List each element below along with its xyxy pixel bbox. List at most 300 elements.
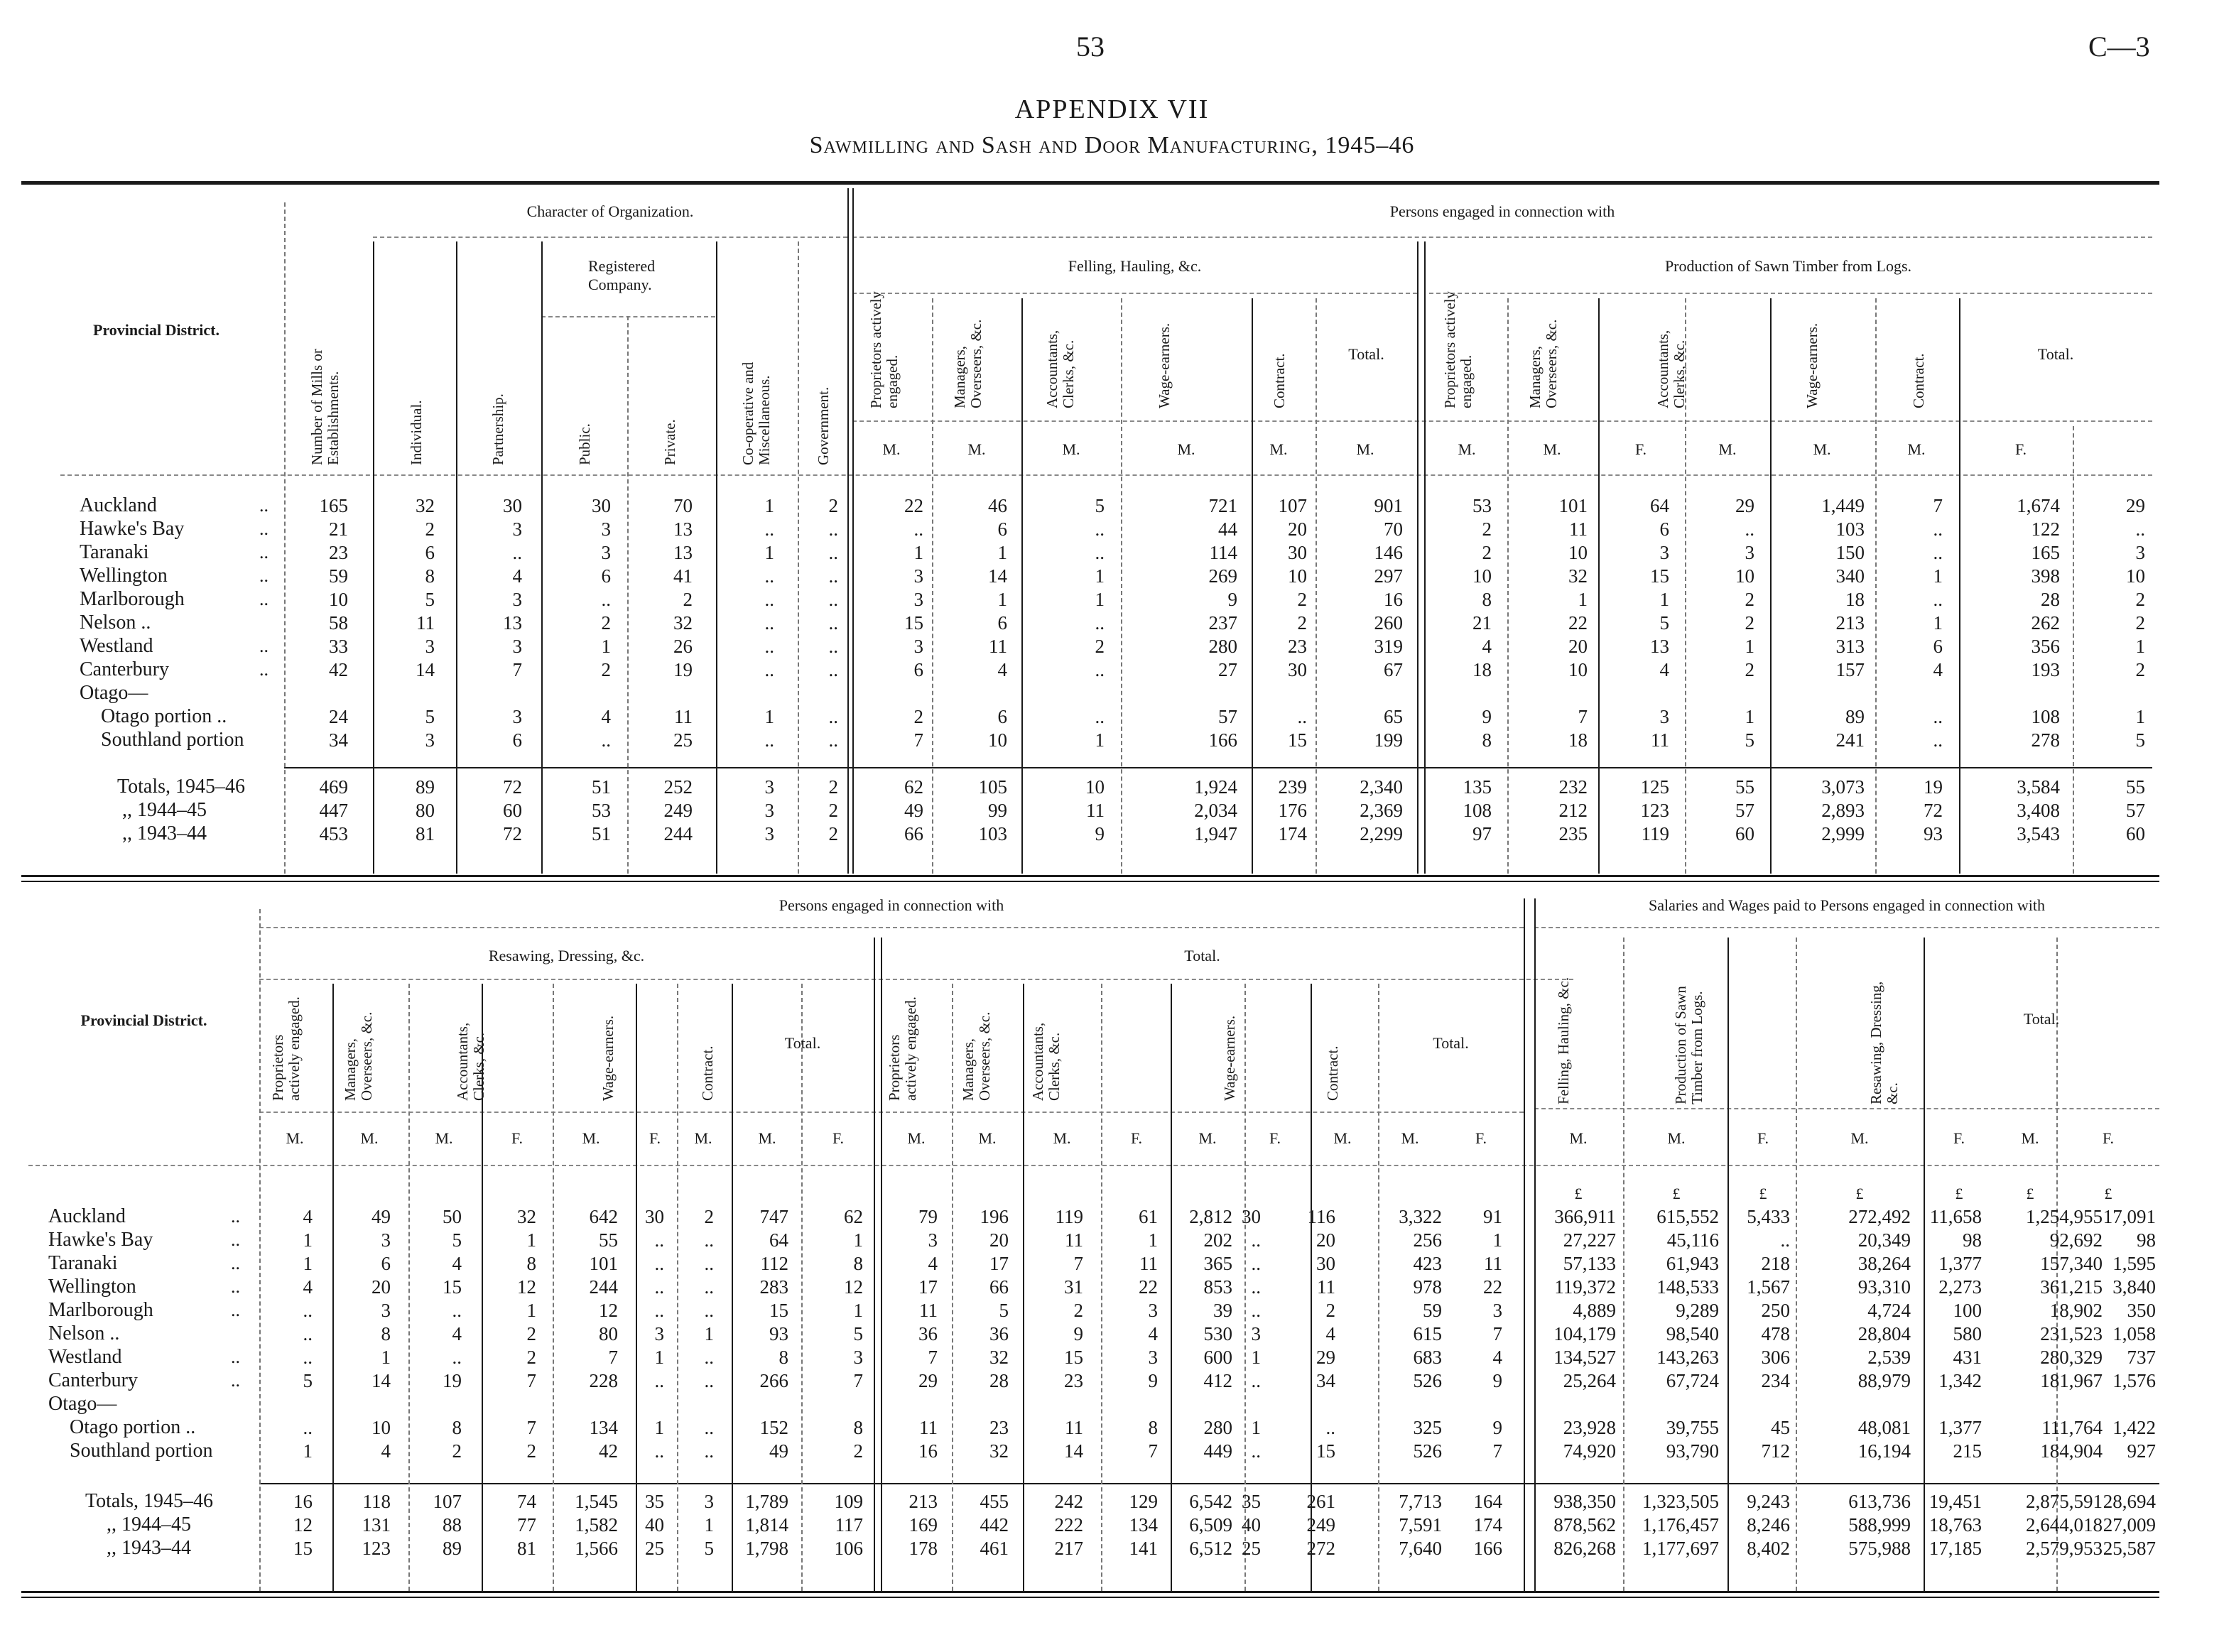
table-cell: 4 — [303, 1276, 313, 1298]
totals-cell: 19 — [1924, 776, 1943, 798]
table-cell: .. — [1251, 1370, 1261, 1391]
table-cell: 1 — [601, 636, 611, 657]
table-cell: 3 — [425, 729, 435, 751]
table-cell: 29 — [1735, 495, 1754, 516]
resawing-header: Resawing, Dressing, &c. — [488, 947, 645, 964]
totals-cell: 7,591 — [1399, 1514, 1442, 1536]
totals-cell: 134 — [1129, 1514, 1158, 1536]
table-cell: 13 — [673, 518, 693, 540]
totals-cell: 3,073 — [1821, 776, 1865, 798]
currency-symbol: £ — [1955, 1185, 1963, 1202]
table-cell: 41 — [673, 565, 693, 587]
table-cell: 30 — [503, 495, 522, 516]
leader-dots: .. — [231, 1206, 240, 1227]
table-cell: 5 — [1745, 729, 1754, 751]
table-cell: 8 — [1482, 589, 1492, 610]
table-cell: 134,527 — [1553, 1347, 1616, 1368]
table-cell: 297 — [1374, 565, 1403, 587]
table-cell: 8 — [853, 1417, 863, 1438]
table-cell: 280 — [1203, 1417, 1232, 1438]
table-cell: 4 — [452, 1323, 462, 1344]
table-cell: 10 — [329, 589, 348, 610]
sex-label: F. — [1131, 1129, 1142, 1147]
table-cell: 15 — [1288, 729, 1307, 751]
table-cell: 366,911 — [1554, 1206, 1616, 1227]
totals-cell: 6,542 — [1189, 1491, 1232, 1512]
table-cell: 15 — [904, 612, 923, 634]
totals-cell: 97 — [1472, 823, 1492, 844]
lower-col-header: Wage-earners. — [1221, 1015, 1238, 1101]
table-cell: 1 — [654, 1417, 664, 1438]
totals-cell: 174 — [1473, 1514, 1502, 1536]
table-cell: .. — [1095, 612, 1105, 634]
table-cell: 25,264 — [1563, 1370, 1616, 1391]
district-label: Canterbury — [48, 1369, 138, 1391]
table-cell: 27,227 — [1563, 1229, 1616, 1251]
totals-label: Totals, 1945–46 — [85, 1490, 214, 1512]
table-cell: 8 — [381, 1323, 391, 1344]
table-cell: 19 — [443, 1370, 462, 1391]
table-cell: 18 — [1568, 729, 1588, 751]
totals-cell: 3 — [764, 800, 774, 821]
table-cell: 17 — [918, 1276, 938, 1298]
table-cell: 11 — [1317, 1276, 1335, 1298]
table-cell: 3 — [512, 589, 522, 610]
table-cell: 104,179 — [1553, 1323, 1616, 1344]
table-cell: 3 — [913, 636, 923, 657]
table-cell: .. — [1095, 659, 1105, 680]
currency-symbol: £ — [1855, 1185, 1864, 1202]
table-cell: 11 — [674, 706, 693, 727]
table-cell: 50 — [443, 1206, 462, 1227]
table-cell: 58 — [329, 612, 348, 634]
upper-col-header: Proprietors actively engaged. — [1441, 290, 1475, 408]
totals-cell: 2,579,953 — [2026, 1538, 2103, 1559]
leader-dots: .. — [259, 495, 268, 516]
table-cell: 3 — [425, 636, 435, 657]
totals-cell: 88 — [443, 1514, 462, 1536]
totals-cell: 11 — [1086, 800, 1105, 821]
district-label: Auckland — [48, 1205, 126, 1227]
totals-cell: 53 — [592, 800, 611, 821]
table-cell: 13 — [1650, 636, 1669, 657]
totals-cell: 55 — [1735, 776, 1754, 798]
table-cell: 313 — [1835, 636, 1865, 657]
table-cell: 278 — [2031, 729, 2060, 751]
table-cell: 431 — [1953, 1347, 1982, 1368]
sex-label: M. — [360, 1129, 379, 1147]
table-cell: .. — [828, 542, 838, 563]
table-cell: 10 — [988, 729, 1007, 751]
production-header: Production of Sawn Timber from Logs. — [1664, 257, 1912, 275]
table-cell: 269 — [1208, 565, 1237, 587]
table-cell: 64 — [769, 1229, 788, 1251]
table-cell: 98 — [2137, 1229, 2156, 1251]
table-cell: 356 — [2031, 636, 2060, 657]
totals-cell: 2,893 — [1821, 800, 1865, 821]
table-cell: 29 — [1316, 1347, 1335, 1368]
table-cell: 11 — [1065, 1229, 1083, 1251]
table-cell: .. — [654, 1300, 664, 1321]
totals-cell: 77 — [517, 1514, 536, 1536]
table-cell: 1,377 — [1938, 1253, 1982, 1274]
table-cell: 2 — [1297, 589, 1307, 610]
table-cell: .. — [654, 1276, 664, 1298]
table-cell: .. — [654, 1440, 664, 1462]
table-cell: .. — [654, 1370, 664, 1391]
table-cell: .. — [828, 565, 838, 587]
table-cell: 2 — [526, 1323, 536, 1344]
table-cell: 30 — [645, 1206, 664, 1227]
table-cell: 6 — [997, 612, 1007, 634]
totals-cell: 93 — [1924, 823, 1943, 844]
table-cell: 23,928 — [1563, 1417, 1616, 1438]
table-cell: .. — [1251, 1276, 1261, 1298]
table-cell: 5 — [452, 1229, 462, 1251]
lower-col-header: Resawing, Dressing, &c. — [1867, 981, 1901, 1104]
table-cell: 3 — [1251, 1323, 1261, 1344]
table-cell: 202 — [1203, 1229, 1232, 1251]
upper-col-header: Partnership. — [489, 393, 506, 465]
table-cell: 44 — [1218, 518, 1237, 540]
totals-cell: 178 — [908, 1538, 938, 1559]
table-cell: 62 — [844, 1206, 863, 1227]
currency-symbol: £ — [1759, 1185, 1767, 1202]
table-cell: 1 — [526, 1300, 536, 1321]
totals-cell: 174 — [1278, 823, 1307, 844]
district-label: Westland — [48, 1346, 122, 1368]
table-cell: .. — [704, 1370, 714, 1391]
table-cell: 116 — [1307, 1206, 1335, 1227]
sex-label: M. — [286, 1129, 304, 1147]
totals-cell: 5 — [704, 1538, 714, 1559]
totals-cell: 2,369 — [1360, 800, 1403, 821]
table-cell: 4 — [1325, 1323, 1335, 1344]
table-cell: 1,422 — [2112, 1417, 2156, 1438]
table-cell: 1 — [1745, 636, 1754, 657]
table-cell: 244 — [589, 1276, 618, 1298]
district-label: Wellington — [48, 1276, 136, 1298]
totals-cell: 117 — [835, 1514, 863, 1536]
table-cell: 2 — [913, 706, 923, 727]
table-cell: 89 — [1845, 706, 1865, 727]
table-cell: 80 — [599, 1323, 618, 1344]
table-cell: 11 — [919, 1417, 938, 1438]
table-cell: .. — [764, 636, 774, 657]
totals-cell: 9 — [1095, 823, 1105, 844]
table-cell: 152 — [759, 1417, 788, 1438]
totals-cell: 80 — [416, 800, 435, 821]
leader-dots: .. — [259, 589, 268, 609]
totals-cell: 72 — [1924, 800, 1943, 821]
table-cell: .. — [828, 612, 838, 634]
totals-cell: 72 — [503, 823, 522, 844]
table-cell: 181,967 — [2040, 1370, 2103, 1391]
table-cell: .. — [704, 1417, 714, 1438]
lower-district-header: Provincial District. — [80, 1011, 207, 1029]
table-title: Sawmilling and Sash and Door Manufacturing, 1945–46 — [809, 132, 1415, 158]
table-cell: 70 — [1384, 518, 1403, 540]
table-cell: 15 — [1650, 565, 1669, 587]
table-cell: 45 — [1771, 1417, 1790, 1438]
table-cell: 5 — [303, 1370, 313, 1391]
table-cell: 32 — [1568, 565, 1588, 587]
table-cell: 2 — [601, 659, 611, 680]
leader-dots: .. — [231, 1347, 240, 1367]
table-cell: 1 — [1251, 1417, 1261, 1438]
table-cell: 134 — [589, 1417, 618, 1438]
table-cell: 59 — [1423, 1300, 1442, 1321]
totals-cell: 826,268 — [1553, 1538, 1616, 1559]
table-cell: 32 — [673, 612, 693, 634]
table-cell: 20 — [1288, 518, 1307, 540]
table-cell: 7 — [1578, 706, 1588, 727]
totals-cell: 1,323,505 — [1642, 1491, 1719, 1512]
totals-cell: 878,562 — [1553, 1514, 1616, 1536]
sex-label: M. — [882, 440, 901, 458]
table-cell: 101 — [1558, 495, 1588, 516]
totals-cell: 25,587 — [2103, 1538, 2156, 1559]
table-cell: 6 — [381, 1253, 391, 1274]
district-label: Canterbury — [80, 658, 169, 680]
district-label: Marlborough — [48, 1299, 153, 1321]
totals-cell: 51 — [592, 823, 611, 844]
table-cell: .. — [1095, 518, 1105, 540]
totals-cell: 18,763 — [1929, 1514, 1982, 1536]
table-cell: .. — [1933, 729, 1943, 751]
totals-cell: 575,988 — [1848, 1538, 1911, 1559]
table-cell: 283 — [759, 1276, 788, 1298]
table-cell: 2,273 — [1938, 1276, 1982, 1298]
totals-cell: 6,512 — [1189, 1538, 1232, 1559]
table-cell: 901 — [1374, 495, 1403, 516]
currency-symbol: £ — [2104, 1185, 2112, 1202]
table-cell: 45,116 — [1666, 1229, 1719, 1251]
sex-label: M. — [1401, 1129, 1419, 1147]
table-cell: 10 — [371, 1417, 391, 1438]
table-cell: 57 — [1218, 706, 1237, 727]
sex-label: M. — [582, 1129, 600, 1147]
table-cell: 11 — [919, 1300, 938, 1321]
table-cell: 166 — [1208, 729, 1237, 751]
totals-cell: 244 — [663, 823, 693, 844]
table-cell: .. — [828, 659, 838, 680]
table-cell: 107 — [1278, 495, 1307, 516]
table-cell: 55 — [599, 1229, 618, 1251]
totals-cell: 118 — [362, 1491, 391, 1512]
table-cell: 580 — [1953, 1323, 1982, 1344]
leader-dots: .. — [259, 518, 268, 539]
table-cell: 615,552 — [1656, 1206, 1719, 1227]
table-cell: 36 — [989, 1323, 1009, 1344]
table-cell: 1 — [1492, 1229, 1502, 1251]
table-cell: 32 — [416, 495, 435, 516]
table-cell: 23 — [1288, 636, 1307, 657]
table-cell: 93,310 — [1857, 1276, 1911, 1298]
table-cell: 215 — [1953, 1440, 1982, 1462]
table-cell: 1 — [1148, 1229, 1158, 1251]
totals-cell: 72 — [503, 776, 522, 798]
salaries-total-header: Total. — [2023, 1010, 2060, 1028]
table-cell: 6 — [512, 729, 522, 751]
sex-label: M. — [1569, 1129, 1588, 1147]
table-cell: 6 — [1933, 636, 1943, 657]
table-cell: 4 — [997, 659, 1007, 680]
table-cell: 478 — [1761, 1323, 1790, 1344]
table-cell: 13 — [673, 542, 693, 563]
table-cell: 20,349 — [1857, 1229, 1911, 1251]
table-cell: 1 — [997, 589, 1007, 610]
table-cell: 2 — [1073, 1300, 1083, 1321]
totals-cell: 35 — [645, 1491, 664, 1512]
table-cell: 1 — [303, 1229, 313, 1251]
totals-cell: 108 — [1463, 800, 1492, 821]
table-cell: 6 — [997, 518, 1007, 540]
table-cell: 9 — [1148, 1370, 1158, 1391]
table-cell: 1 — [764, 542, 774, 563]
table-cell: 16 — [1384, 589, 1403, 610]
table-cell: 11 — [1484, 1253, 1502, 1274]
table-cell: 1 — [1251, 1347, 1261, 1368]
table-cell: 642 — [589, 1206, 618, 1227]
table-cell: 23 — [329, 542, 348, 563]
table-cell: 10 — [1735, 565, 1754, 587]
table-cell: 5,433 — [1747, 1206, 1790, 1227]
totals-cell: 453 — [319, 823, 348, 844]
table-cell: 319 — [1374, 636, 1403, 657]
table-cell: 237 — [1208, 612, 1237, 634]
totals-cell: 1,814 — [745, 1514, 788, 1536]
totals-cell: 8,402 — [1747, 1538, 1790, 1559]
table-cell: 29 — [918, 1370, 938, 1391]
district-label: Southland portion — [70, 1440, 213, 1462]
table-cell: .. — [764, 659, 774, 680]
upper-col-header: Public. — [576, 423, 593, 465]
table-cell: 15 — [443, 1276, 462, 1298]
table-cell: 3 — [601, 542, 611, 563]
table-cell: 165 — [319, 495, 348, 516]
table-cell: 2 — [425, 518, 435, 540]
table-cell: .. — [2135, 518, 2145, 540]
table-cell: 1 — [526, 1229, 536, 1251]
table-cell: 361,215 — [2040, 1276, 2103, 1298]
table-cell: 8 — [526, 1253, 536, 1274]
table-cell: 747 — [759, 1206, 788, 1227]
upper-col-header: Managers, Overseers, &c. — [1526, 319, 1560, 408]
table-cell: 260 — [1374, 612, 1403, 634]
totals-cell: 261 — [1306, 1491, 1335, 1512]
table-cell: 853 — [1203, 1276, 1232, 1298]
totals-cell: 9,243 — [1747, 1491, 1790, 1512]
sex-label: F. — [832, 1129, 844, 1147]
sex-label: F. — [1953, 1129, 1965, 1147]
table-cell: 67,724 — [1666, 1370, 1719, 1391]
table-cell: 9 — [1492, 1370, 1502, 1391]
table-cell: 18,902 — [2049, 1300, 2103, 1321]
table-cell: 228 — [589, 1370, 618, 1391]
totals-cell: 3 — [704, 1491, 714, 1512]
table-cell: 21 — [1472, 612, 1492, 634]
totals-cell: 89 — [443, 1538, 462, 1559]
table-cell: 165 — [2031, 542, 2060, 563]
table-cell: 112 — [760, 1253, 788, 1274]
table-cell: 32 — [989, 1440, 1009, 1462]
table-cell: 1 — [1659, 589, 1669, 610]
district-label: Taranaki — [80, 541, 149, 563]
table-cell: 250 — [1761, 1300, 1790, 1321]
table-cell: 3 — [1659, 542, 1669, 563]
table-cell: 57,133 — [1563, 1253, 1616, 1274]
table-cell: 4 — [303, 1206, 313, 1227]
table-cell: 7 — [1492, 1440, 1502, 1462]
totals-cell: 242 — [1054, 1491, 1083, 1512]
table-cell: 5 — [999, 1300, 1009, 1321]
table-cell: .. — [1095, 706, 1105, 727]
table-cell: 93,790 — [1666, 1440, 1719, 1462]
upper-col-header: Managers, Overseers, &c. — [951, 319, 984, 408]
table-cell: 1 — [381, 1347, 391, 1368]
upper-col-header: Contract. — [1910, 353, 1927, 408]
table-cell: 2 — [601, 612, 611, 634]
lower-col-header: Contract. — [699, 1045, 716, 1101]
table-cell: 280 — [1208, 636, 1237, 657]
sex-label: M. — [1177, 440, 1195, 458]
table-cell: 1,595 — [2112, 1253, 2156, 1274]
upper-persons-header: Persons engaged in connection with — [1389, 202, 1615, 220]
sex-label: M. — [2021, 1129, 2039, 1147]
totals-label: ,, 1944–45 — [107, 1514, 191, 1536]
table-cell: 12 — [844, 1276, 863, 1298]
lower-total-header: Total. — [1184, 947, 1220, 964]
table-cell: 1,377 — [1938, 1417, 1982, 1438]
district-label: Otago portion .. — [101, 705, 227, 727]
table-cell: 3 — [853, 1347, 863, 1368]
table-cell: 5 — [425, 706, 435, 727]
totals-cell: 1,177,697 — [1642, 1538, 1719, 1559]
lower-col-header: Contract. — [1324, 1045, 1341, 1101]
sex-label: F. — [511, 1129, 523, 1147]
totals-cell: 123 — [1640, 800, 1669, 821]
table-cell: 9 — [1492, 1417, 1502, 1438]
sex-label: F. — [2103, 1129, 2114, 1147]
table-cell: 16 — [918, 1440, 938, 1462]
table-cell: 15 — [769, 1300, 788, 1321]
totals-cell: 169 — [908, 1514, 938, 1536]
table-cell: 30 — [1288, 542, 1307, 563]
totals-cell: 103 — [978, 823, 1007, 844]
table-cell: 1,058 — [2112, 1323, 2156, 1344]
table-cell: 199 — [1374, 729, 1403, 751]
table-cell: 1 — [764, 706, 774, 727]
table-cell: 27 — [1218, 659, 1237, 680]
upper-col-header: Contract. — [1271, 353, 1288, 408]
table-cell: 184,904 — [2040, 1440, 2103, 1462]
table-cell: 196 — [980, 1206, 1009, 1227]
totals-cell: 99 — [988, 800, 1007, 821]
table-cell: 8 — [425, 565, 435, 587]
table-cell: 30 — [1242, 1206, 1261, 1227]
totals-label: Totals, 1945–46 — [117, 776, 246, 798]
sex-label: M. — [1356, 440, 1374, 458]
table-cell: 6 — [913, 659, 923, 680]
table-cell: 1 — [997, 542, 1007, 563]
table-cell: 146 — [1374, 542, 1403, 563]
district-label: Hawke's Bay — [80, 518, 185, 540]
table-cell: 7 — [1933, 495, 1943, 516]
table-cell: 2 — [1745, 612, 1754, 634]
table-cell: 737 — [2127, 1347, 2156, 1368]
table-cell: .. — [704, 1253, 714, 1274]
